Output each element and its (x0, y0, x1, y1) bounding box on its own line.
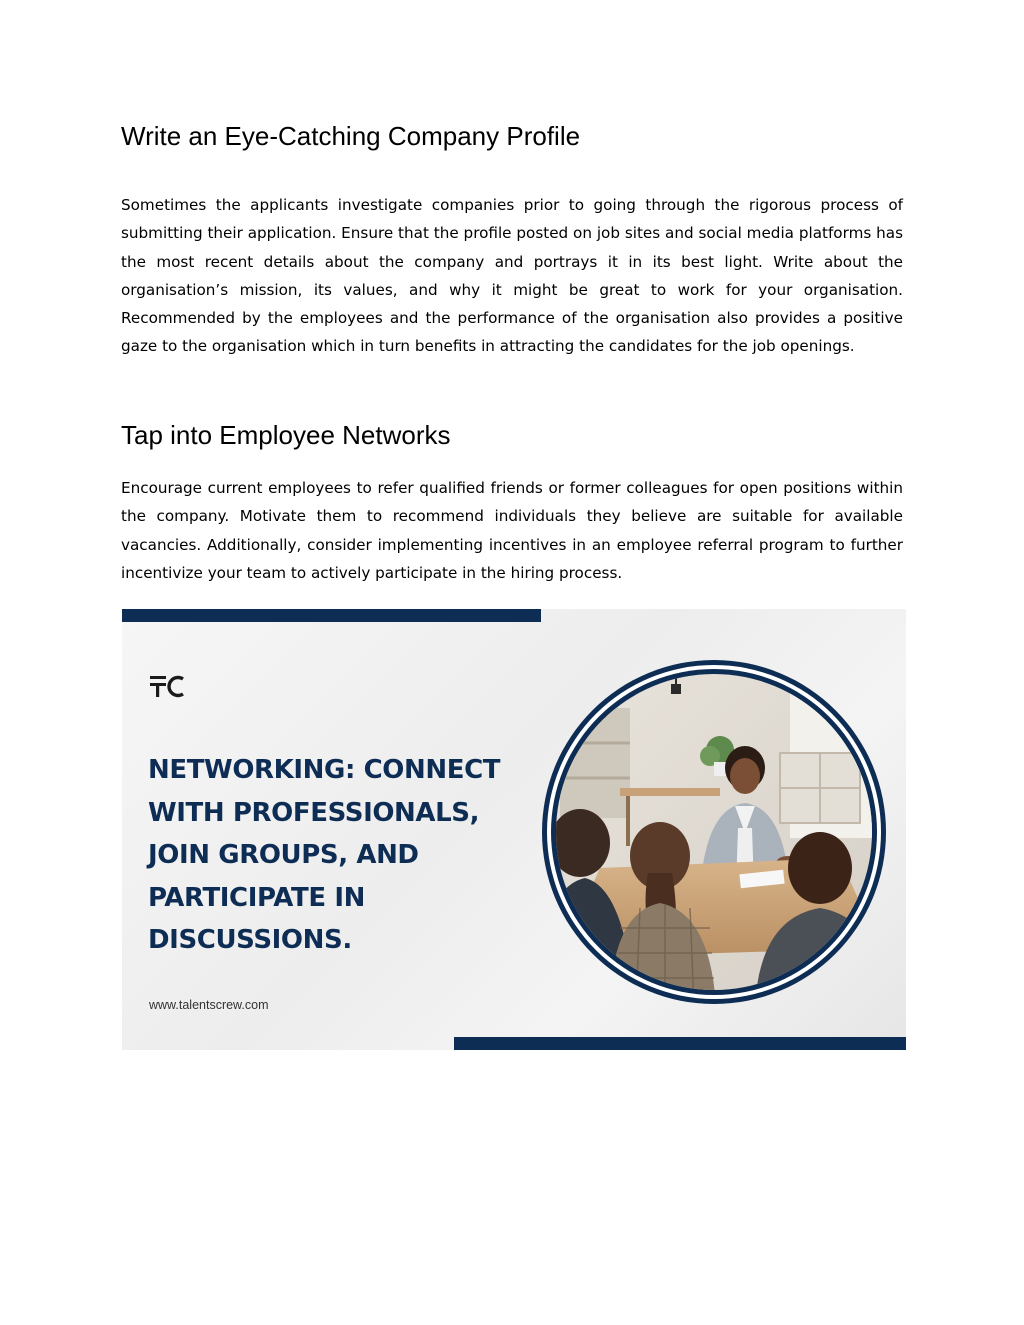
banner-headline-line: DISCUSSIONS. (148, 925, 352, 956)
section-body-company-profile: Sometimes the applicants investigate companies prior to going through the rigorous process of submitting their application. Ensure that the profile posted on job sites and social media platforms has the most recent details about the company and portrays it in its best light. Write about the organisation’s mission, its values, and why it might be great to work for your organisation. Recommended by the employees and the performance of the organisation also provides a positive gaze to the organisation which in turn benefits in attracting the candidates for the job openings. (121, 196, 903, 356)
banner-top-bar (122, 609, 541, 622)
banner-headline-line: PARTICIPATE IN (148, 882, 365, 913)
banner-headline-line: NETWORKING: CONNECT (148, 755, 501, 785)
section-body-employee-networks: Encourage current employees to refer qualified friends or former colleagues for open positions within the company. Motivate them to recommend individuals they believe are suitable for available vacancies. Additionally, consider implementing incentives in an employee referral program to further incentivize your team to actively participate in the hiring process. (121, 479, 903, 582)
interview-photo (540, 658, 888, 1006)
banner-url: www.talentscrew.com (149, 998, 269, 1012)
banner-headline-line: JOIN GROUPS, AND (148, 840, 419, 871)
section-heading-company-profile: Write an Eye-Catching Company Profile (121, 121, 581, 151)
banner-headline (148, 749, 558, 962)
tc-logo-icon (149, 672, 185, 700)
networking-banner-image (122, 609, 906, 1050)
talentscrew-logo (149, 672, 185, 707)
banner-bottom-bar (454, 1037, 906, 1050)
banner-headline-line: WITH PROFESSIONALS, (148, 797, 480, 828)
section-heading-employee-networks: Tap into Employee Networks (121, 420, 451, 450)
